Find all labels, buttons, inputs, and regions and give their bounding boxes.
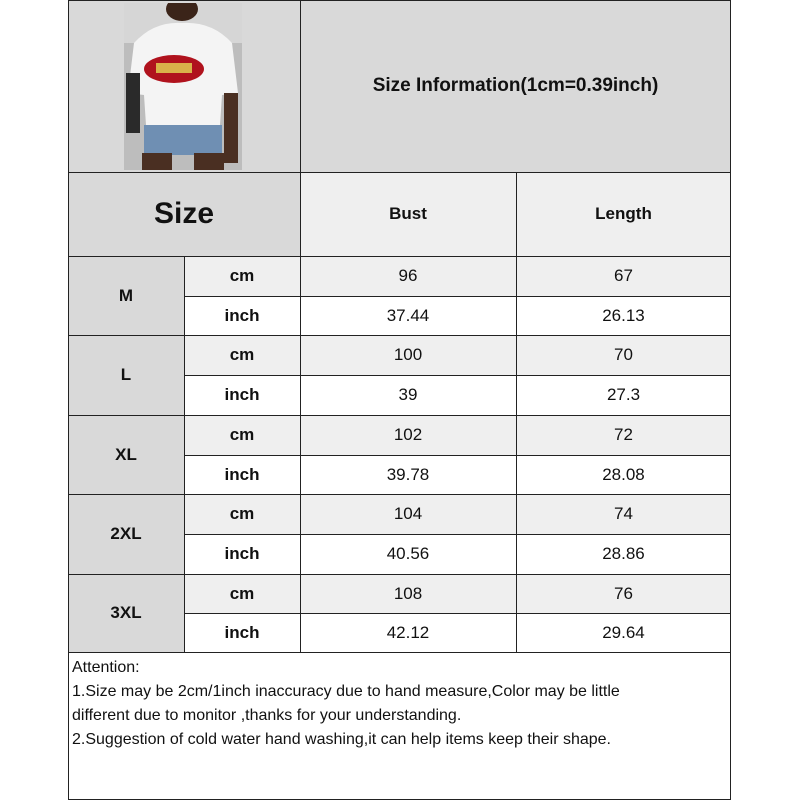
divider bbox=[184, 375, 731, 376]
notes-line: different due to monitor ,thanks for your understanding. bbox=[72, 707, 462, 724]
table-cell: 104 bbox=[300, 494, 516, 534]
page-title: Size Information(1cm=0.39inch) bbox=[372, 75, 659, 96]
unit-inch: inch bbox=[184, 534, 300, 574]
notes-heading: Attention: bbox=[72, 659, 140, 676]
unit-cm: cm bbox=[184, 494, 300, 534]
unit-cm: cm bbox=[184, 335, 300, 375]
size-label-m: M bbox=[68, 256, 184, 335]
table-cell: 39 bbox=[300, 375, 516, 415]
unit-inch: inch bbox=[184, 455, 300, 494]
divider bbox=[68, 335, 731, 336]
border-right bbox=[730, 0, 731, 800]
attention-notes bbox=[68, 652, 731, 800]
unit-inch: inch bbox=[184, 296, 300, 335]
table-cell: 72 bbox=[516, 415, 731, 455]
column-header-bust: Bust bbox=[300, 172, 516, 256]
size-label-2xl: 2XL bbox=[68, 494, 184, 574]
table-cell: 27.3 bbox=[516, 375, 731, 415]
size-label-l: L bbox=[68, 335, 184, 415]
size-label-xl: XL bbox=[68, 415, 184, 494]
divider bbox=[184, 613, 731, 614]
table-cell: 28.86 bbox=[516, 534, 731, 574]
table-cell: 100 bbox=[300, 335, 516, 375]
divider bbox=[516, 172, 517, 652]
table-cell: 40.56 bbox=[300, 534, 516, 574]
size-label-3xl: 3XL bbox=[68, 574, 184, 652]
divider bbox=[68, 256, 731, 257]
table-cell: 74 bbox=[516, 494, 731, 534]
border-left bbox=[68, 0, 69, 800]
unit-cm: cm bbox=[184, 256, 300, 296]
table-cell: 37.44 bbox=[300, 296, 516, 335]
table-cell: 76 bbox=[516, 574, 731, 613]
table-cell: 102 bbox=[300, 415, 516, 455]
table-cell: 42.12 bbox=[300, 613, 516, 652]
divider bbox=[184, 256, 185, 652]
table-cell: 108 bbox=[300, 574, 516, 613]
model-photo bbox=[124, 3, 242, 170]
model-photo-icon bbox=[124, 3, 242, 170]
divider bbox=[184, 534, 731, 535]
size-header: Size bbox=[68, 172, 300, 256]
table-cell: 39.78 bbox=[300, 455, 516, 494]
table-cell: 67 bbox=[516, 256, 731, 296]
divider bbox=[184, 296, 731, 297]
divider bbox=[68, 574, 731, 575]
notes-line: 1.Size may be 2cm/1inch inaccuracy due to hand measure,Color may be little bbox=[72, 683, 620, 700]
column-header-length: Length bbox=[516, 172, 731, 256]
notes-line: 2.Suggestion of cold water hand washing,it can help items keep their shape. bbox=[72, 731, 611, 748]
divider bbox=[68, 494, 731, 495]
table-cell: 29.64 bbox=[516, 613, 731, 652]
divider bbox=[68, 172, 731, 173]
table-cell: 26.13 bbox=[516, 296, 731, 335]
unit-inch: inch bbox=[184, 613, 300, 652]
table-cell: 70 bbox=[516, 335, 731, 375]
divider bbox=[300, 0, 301, 652]
table-cell: 28.08 bbox=[516, 455, 731, 494]
size-chart bbox=[68, 0, 731, 800]
divider bbox=[184, 455, 731, 456]
unit-inch: inch bbox=[184, 375, 300, 415]
unit-cm: cm bbox=[184, 574, 300, 613]
border-top bbox=[68, 0, 731, 1]
divider bbox=[68, 652, 731, 653]
unit-cm: cm bbox=[184, 415, 300, 455]
table-cell: 96 bbox=[300, 256, 516, 296]
divider bbox=[68, 415, 731, 416]
